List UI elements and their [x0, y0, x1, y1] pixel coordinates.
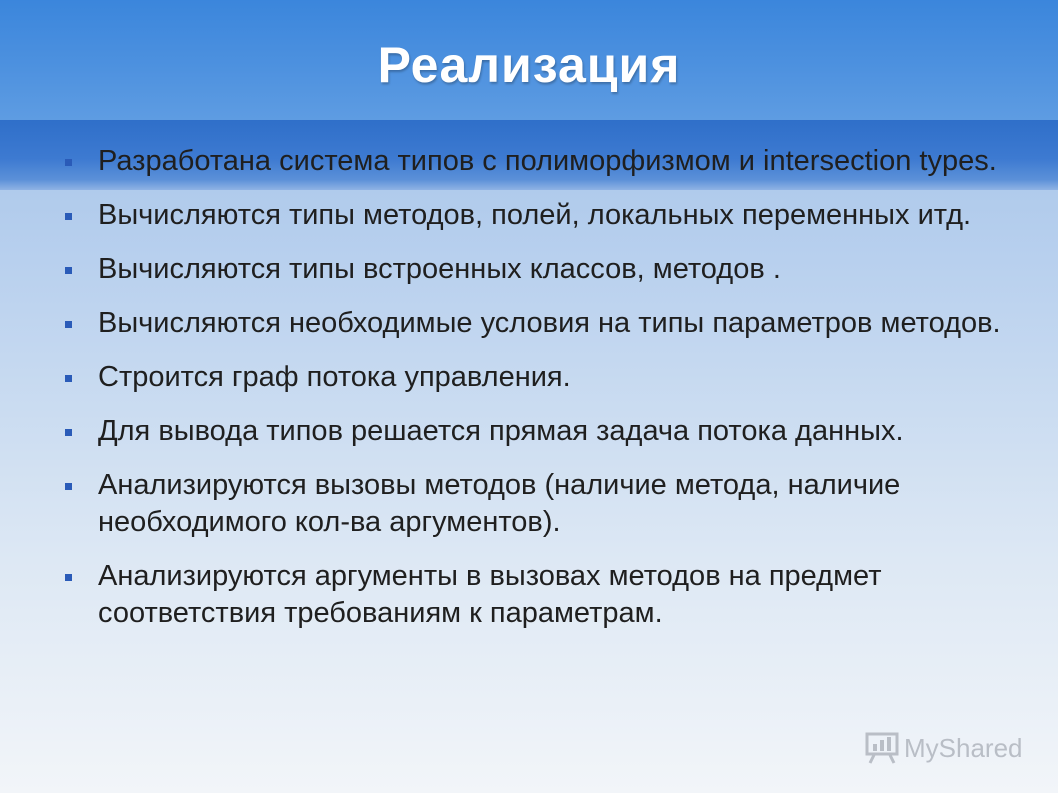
bullet-text: Разработана система типов с полиморфизмом и intersection types.: [98, 145, 997, 177]
watermark-text: MyShared: [904, 732, 1023, 763]
square-bullet-icon: [65, 159, 72, 166]
bullet-text: Строится граф потока управления.: [98, 361, 571, 393]
bullet-text: Вычисляются необходимые условия на типы параметров методов.: [98, 307, 1001, 339]
list-item: [62, 467, 1012, 541]
square-bullet-icon: [65, 267, 72, 274]
bullet-text: Вычисляются типы встроенных классов, методов .: [98, 253, 781, 285]
list-item: [62, 143, 1012, 180]
slide-title: Реализация: [377, 37, 681, 93]
bullet-text: Вычисляются типы методов, полей, локальных переменных итд.: [98, 199, 972, 231]
bullet-text: Для вывода типов решается прямая задача потока данных.: [98, 415, 904, 447]
list-item: [62, 359, 1012, 396]
bullet-list: [62, 143, 1012, 649]
square-bullet-icon: [65, 375, 72, 382]
square-bullet-icon: [65, 574, 72, 581]
list-item: [62, 305, 1012, 342]
list-item: [62, 197, 1012, 234]
square-bullet-icon: [65, 213, 72, 220]
square-bullet-icon: [65, 321, 72, 328]
list-item: [62, 413, 1012, 450]
watermark: [864, 728, 1023, 768]
list-item: [62, 251, 1012, 288]
bullet-text: Анализируются аргументы в вызовах методов на предмет соответствия требованиям к параметрам.: [98, 560, 882, 629]
bullet-text: Анализируются вызовы методов (наличие метода, наличие необходимого кол-ва аргументов).: [98, 469, 901, 538]
presentation-board-icon: [864, 731, 900, 765]
list-item: [62, 558, 1012, 632]
square-bullet-icon: [65, 429, 72, 436]
square-bullet-icon: [65, 483, 72, 490]
